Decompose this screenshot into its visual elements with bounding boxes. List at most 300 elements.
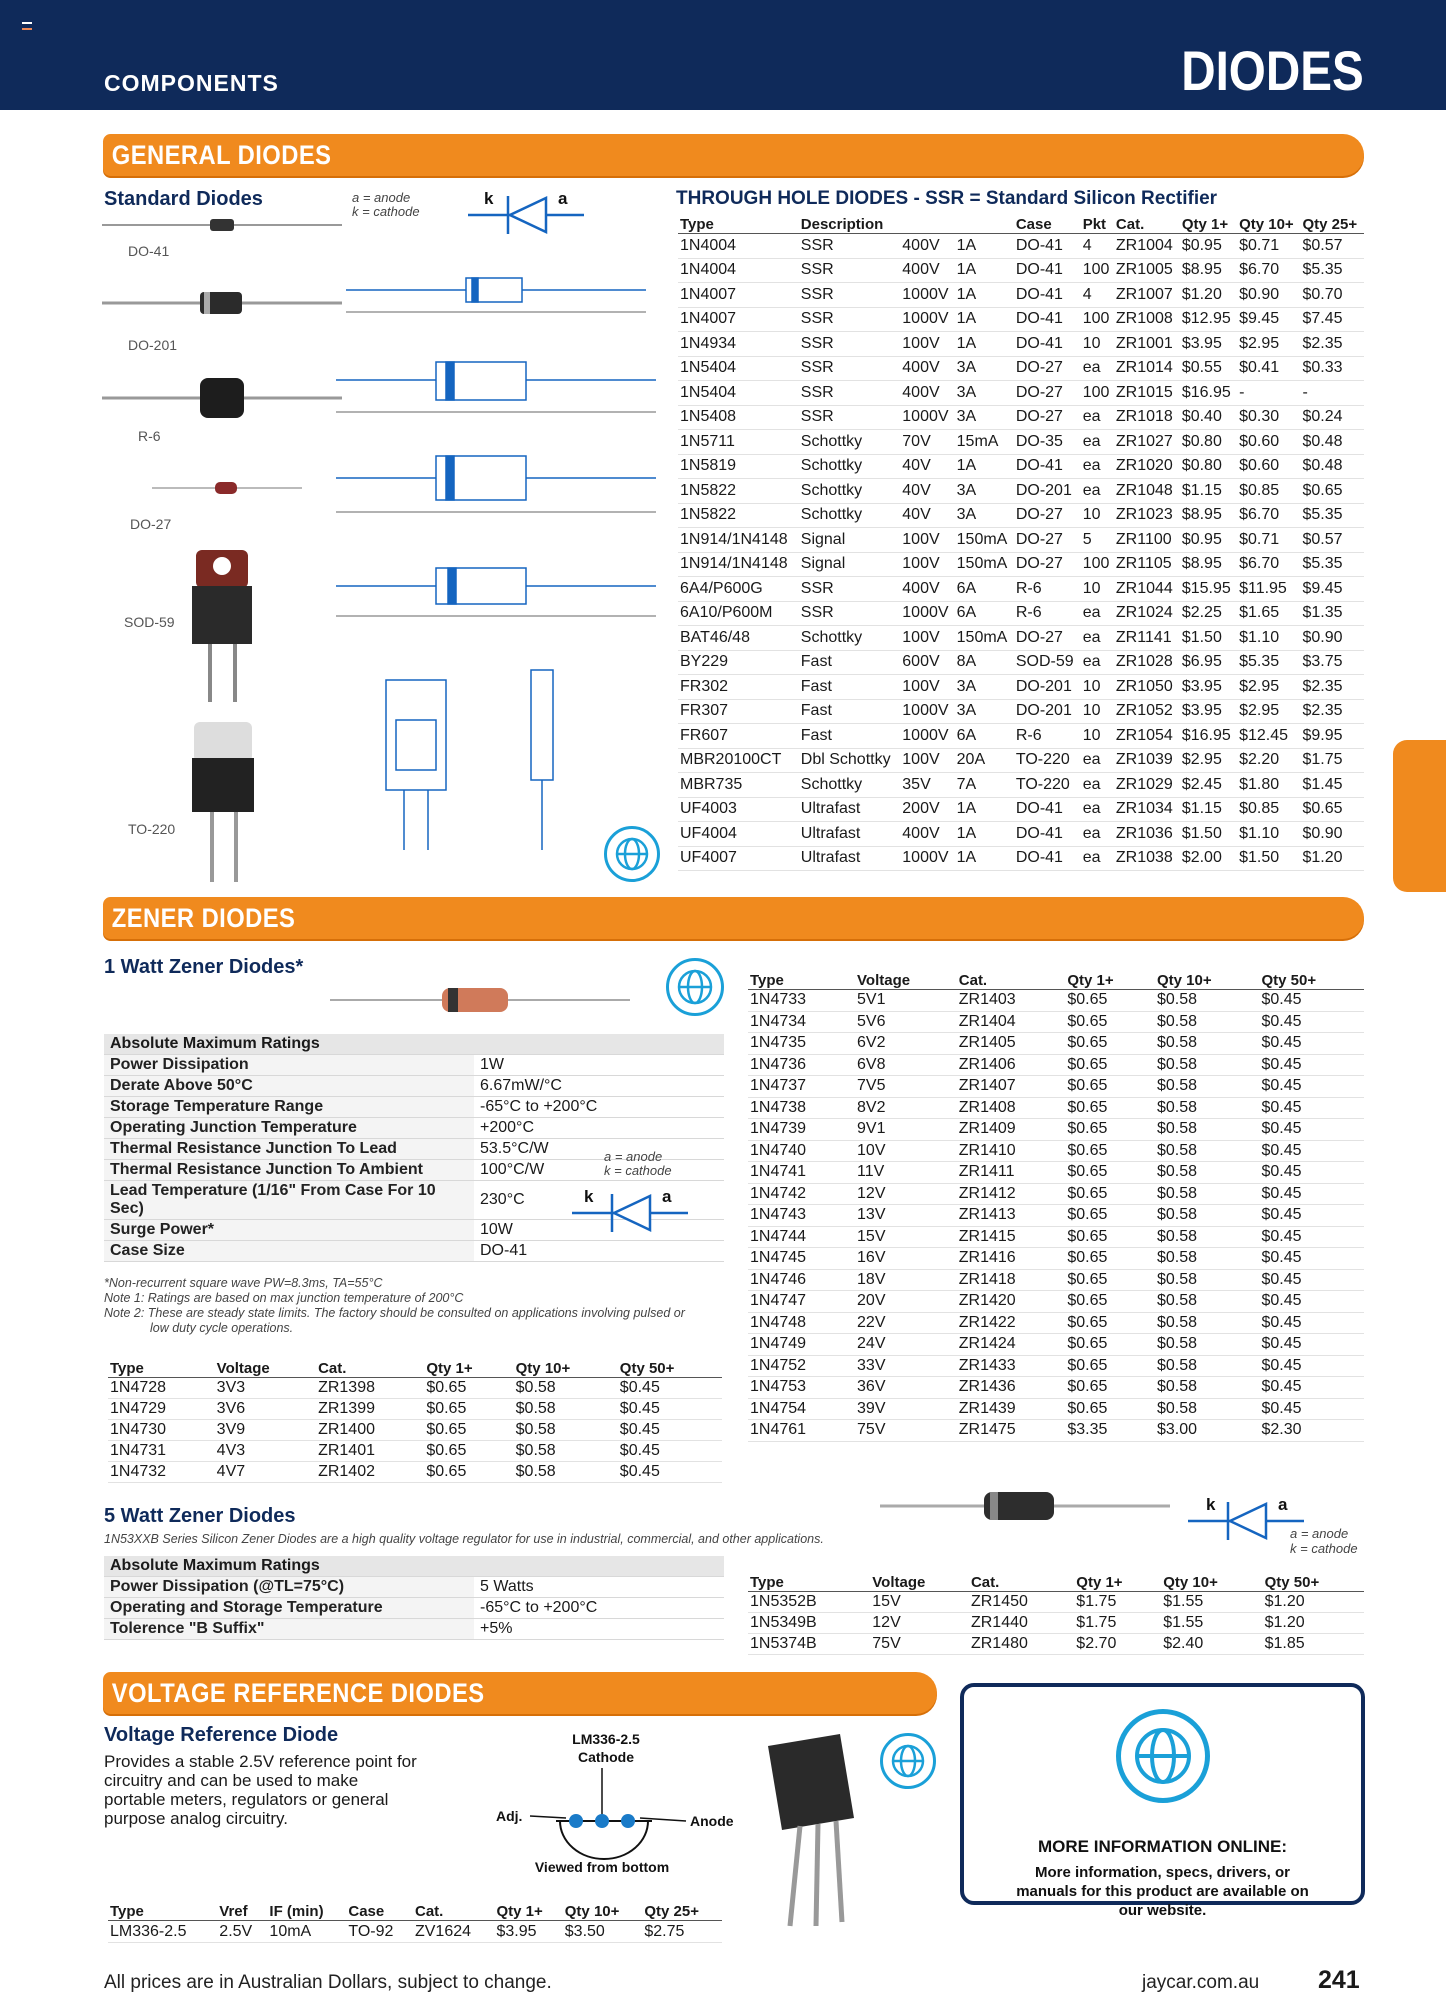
table-row: [748, 1119, 1364, 1141]
globe-icon[interactable]: [880, 1733, 936, 1789]
table-row: [748, 1312, 1364, 1334]
table-cell: 15V: [855, 1226, 957, 1248]
table-cell: 1N5404: [678, 356, 799, 381]
table-cell: $3.75: [1301, 650, 1365, 675]
table-cell: 1A: [955, 258, 1014, 283]
table-row: [108, 1441, 722, 1462]
table-cell: $0.65: [1301, 797, 1365, 822]
to92-photo: [760, 1726, 860, 1931]
column-header: Case: [1014, 216, 1081, 234]
table-cell: $16.95: [1180, 381, 1237, 406]
table-cell: 1A: [955, 797, 1014, 822]
table-cell: 1N4732: [108, 1462, 215, 1483]
table-cell: ea: [1081, 405, 1114, 430]
table-cell: 8A: [955, 650, 1014, 675]
table-cell: $0.90: [1301, 822, 1365, 847]
table-row: [678, 699, 1364, 724]
table-cell: 3V3: [215, 1378, 316, 1399]
table-cell: $0.71: [1237, 234, 1300, 259]
table-cell: 75V: [870, 1634, 969, 1655]
table-cell: ZR1401: [316, 1441, 424, 1462]
table-cell: 100: [1081, 307, 1114, 332]
table-cell: 100V: [900, 332, 954, 357]
column-header: Qty 10+: [1237, 216, 1300, 234]
table-cell: ZR1023: [1114, 503, 1180, 528]
table-cell: 1A: [955, 846, 1014, 871]
table-cell: $0.58: [1155, 1269, 1260, 1291]
table-cell: 10: [1081, 577, 1114, 602]
table-cell: $0.45: [618, 1420, 722, 1441]
ratings-row: [104, 1097, 724, 1118]
table-cell: DO-35: [1014, 430, 1081, 455]
table-cell: 100V: [900, 528, 954, 553]
table-cell: 1000V: [900, 283, 954, 308]
table-cell: 5V1: [855, 990, 957, 1012]
rating-value: -65°C to +200°C: [474, 1097, 724, 1118]
table-cell: 1000V: [900, 699, 954, 724]
table-cell: $0.57: [1301, 528, 1365, 553]
diode-symbol-icon: [466, 190, 586, 240]
table-cell: $0.30: [1237, 405, 1300, 430]
table-row: [678, 234, 1364, 259]
column-header: Qty 1+: [495, 1903, 563, 1921]
table-cell: $0.58: [1155, 1011, 1260, 1033]
table-cell: $0.33: [1301, 356, 1365, 381]
table-cell: 100V: [900, 552, 954, 577]
table-cell: 40V: [900, 454, 954, 479]
table-cell: 1N4747: [748, 1291, 855, 1313]
table-cell: $0.65: [1065, 1119, 1155, 1141]
table-cell: $0.90: [1237, 283, 1300, 308]
table-cell: 40V: [900, 503, 954, 528]
table-cell: $2.35: [1301, 699, 1365, 724]
table-cell: ZR1034: [1114, 797, 1180, 822]
table-cell: 1N4733: [748, 990, 855, 1012]
table-cell: 1A: [955, 332, 1014, 357]
rating-value: 1W: [474, 1055, 724, 1076]
table-cell: 1000V: [900, 405, 954, 430]
table-cell: $5.35: [1237, 650, 1300, 675]
table-cell: $0.90: [1301, 626, 1365, 651]
table-cell: $0.45: [1259, 1312, 1364, 1334]
table-cell: SSR: [799, 381, 901, 406]
page-title: DIODES: [1181, 39, 1364, 102]
table-cell: $0.65: [424, 1399, 513, 1420]
table-cell: 1N4004: [678, 258, 799, 283]
table-cell: 1N4740: [748, 1140, 855, 1162]
table-cell: ZR1439: [957, 1398, 1066, 1420]
table-row: [678, 381, 1364, 406]
table-cell: 2.5V: [217, 1921, 267, 1943]
table-cell: 1N4731: [108, 1441, 215, 1462]
table-cell: $2.95: [1237, 699, 1300, 724]
table-cell: $1.45: [1301, 773, 1365, 798]
table-cell: Fast: [799, 724, 901, 749]
rating-name: Operating Junction Temperature: [104, 1118, 474, 1139]
rating-value: 5 Watts: [474, 1577, 724, 1598]
table-cell: 3A: [955, 405, 1014, 430]
side-tab[interactable]: [1393, 740, 1446, 892]
table-cell: $3.00: [1155, 1420, 1260, 1442]
table-cell: 1000V: [900, 724, 954, 749]
table-cell: ZR1413: [957, 1205, 1066, 1227]
column-header: Vref: [217, 1903, 267, 1921]
table-cell: Signal: [799, 552, 901, 577]
table-cell: 4V3: [215, 1441, 316, 1462]
column-header: Cat.: [413, 1903, 495, 1921]
table-cell: $2.75: [642, 1921, 722, 1943]
table-cell: SSR: [799, 258, 901, 283]
table-row: [748, 1291, 1364, 1313]
table-cell: ZR1100: [1114, 528, 1180, 553]
rating-value: +200°C: [474, 1118, 724, 1139]
table-cell: 20A: [955, 748, 1014, 773]
table-cell: ZR1141: [1114, 626, 1180, 651]
table-cell: ZV1624: [413, 1921, 495, 1943]
table-cell: 36V: [855, 1377, 957, 1399]
table-cell: $3.95: [1180, 332, 1237, 357]
table-cell: UF4003: [678, 797, 799, 822]
table-cell: 1N4743: [748, 1205, 855, 1227]
rating-value: 53.5°C/W: [474, 1139, 724, 1160]
table-cell: 1000V: [900, 601, 954, 626]
table-cell: ea: [1081, 797, 1114, 822]
table-cell: $9.45: [1237, 307, 1300, 332]
vref-table: [108, 1903, 722, 1943]
table-cell: LM336-2.5: [108, 1921, 217, 1943]
table-cell: ZR1416: [957, 1248, 1066, 1270]
svg-text:k: k: [484, 190, 494, 208]
table-cell: $1.20: [1180, 283, 1237, 308]
table-row: [678, 724, 1364, 749]
info-title: MORE INFORMATION ONLINE:: [1038, 1837, 1287, 1856]
column-header: Cat.: [316, 1360, 424, 1378]
table-cell: $0.45: [618, 1378, 722, 1399]
table-cell: DO-41: [1014, 283, 1081, 308]
column-header: Pkt: [1081, 216, 1114, 234]
table-cell: DO-41: [1014, 307, 1081, 332]
table-cell: DO-27: [1014, 552, 1081, 577]
table-cell: ZR1007: [1114, 283, 1180, 308]
table-cell: DO-27: [1014, 381, 1081, 406]
column-header: Qty 25+: [642, 1903, 722, 1921]
table-cell: UF4007: [678, 846, 799, 871]
table-cell: 1N4734: [748, 1011, 855, 1033]
table-cell: $0.65: [1065, 1291, 1155, 1313]
table-cell: ZR1027: [1114, 430, 1180, 455]
table-cell: 100: [1081, 258, 1114, 283]
svg-text:a: a: [558, 190, 568, 208]
table-cell: $0.65: [1065, 990, 1155, 1012]
table-cell: SSR: [799, 577, 901, 602]
table-cell: $1.20: [1263, 1592, 1364, 1613]
table-cell: ZR1024: [1114, 601, 1180, 626]
ratings-row: [104, 1577, 724, 1598]
table-cell: 4V7: [215, 1462, 316, 1483]
table-cell: $0.45: [618, 1399, 722, 1420]
column-header: Qty 1+: [1065, 972, 1155, 990]
table-cell: 39V: [855, 1398, 957, 1420]
table-cell: $1.75: [1301, 748, 1365, 773]
table-cell: 6A: [955, 577, 1014, 602]
pin-legend: a = anode k = cathode: [352, 190, 420, 219]
table-row: [748, 1011, 1364, 1033]
column-header: Cat.: [969, 1574, 1074, 1592]
svg-text:a: a: [1278, 1496, 1288, 1514]
table-cell: ZR1410: [957, 1140, 1066, 1162]
table-cell: FR607: [678, 724, 799, 749]
table-cell: 1A: [955, 283, 1014, 308]
table-cell: $0.48: [1301, 430, 1365, 455]
table-cell: 1N4741: [748, 1162, 855, 1184]
table-header-row: [108, 1360, 722, 1378]
table-cell: UF4004: [678, 822, 799, 847]
table-cell: DO-201: [1014, 699, 1081, 724]
table-cell: DO-27: [1014, 405, 1081, 430]
table-row: [678, 258, 1364, 283]
table-cell: 1N4739: [748, 1119, 855, 1141]
table-row: [748, 1634, 1364, 1655]
column-header: Type: [748, 1574, 870, 1592]
table-cell: ea: [1081, 626, 1114, 651]
column-header: [955, 216, 1014, 234]
table-cell: $1.15: [1180, 479, 1237, 504]
globe-icon[interactable]: [604, 826, 660, 882]
table-cell: $2.70: [1074, 1634, 1161, 1655]
table-cell: $0.58: [1155, 990, 1260, 1012]
globe-icon[interactable]: [1116, 1709, 1210, 1803]
rating-name: Storage Temperature Range: [104, 1097, 474, 1118]
table-row: [678, 332, 1364, 357]
table-row: [748, 1398, 1364, 1420]
table-cell: DO-201: [1014, 675, 1081, 700]
table-cell: 10: [1081, 332, 1114, 357]
table-cell: 3A: [955, 356, 1014, 381]
svg-text:LM336-2.5: LM336-2.5: [572, 1731, 640, 1747]
table-cell: $0.85: [1237, 479, 1300, 504]
table-cell: $0.58: [514, 1420, 618, 1441]
table-cell: Fast: [799, 650, 901, 675]
table-cell: 1N5404: [678, 381, 799, 406]
table-cell: 12V: [870, 1613, 969, 1634]
svg-text:Cathode: Cathode: [578, 1749, 634, 1765]
table-cell: ZR1475: [957, 1420, 1066, 1442]
table-cell: 10V: [855, 1140, 957, 1162]
table-cell: 1N4736: [748, 1054, 855, 1076]
table-cell: $0.95: [1180, 234, 1237, 259]
column-header: [900, 216, 954, 234]
table-cell: $1.50: [1180, 822, 1237, 847]
table-cell: ZR1398: [316, 1378, 424, 1399]
table-cell: 3A: [955, 479, 1014, 504]
table-cell: $0.58: [514, 1399, 618, 1420]
table-cell: $0.45: [618, 1462, 722, 1483]
globe-icon[interactable]: [666, 958, 724, 1016]
table-cell: 10: [1081, 699, 1114, 724]
table-row: [678, 430, 1364, 455]
table-cell: $2.35: [1301, 675, 1365, 700]
table-row: [748, 1377, 1364, 1399]
table-cell: 12V: [855, 1183, 957, 1205]
table-cell: ZR1048: [1114, 479, 1180, 504]
column-header: Type: [748, 972, 855, 990]
table-cell: $1.15: [1180, 797, 1237, 822]
table-cell: ZR1050: [1114, 675, 1180, 700]
table-cell: 1N4745: [748, 1248, 855, 1270]
table-cell: $0.65: [424, 1462, 513, 1483]
table-cell: $8.95: [1180, 552, 1237, 577]
table-cell: ZR1424: [957, 1334, 1066, 1356]
table-cell: $3.95: [495, 1921, 563, 1943]
ratings-header-cell: Absolute Maximum Ratings: [104, 1556, 724, 1577]
table-cell: $0.80: [1180, 454, 1237, 479]
table-cell: ZR1406: [957, 1054, 1066, 1076]
zener1-title: 1 Watt Zener Diodes*: [104, 956, 304, 978]
table-cell: Fast: [799, 699, 901, 724]
table-header-row: [108, 1903, 722, 1921]
table-cell: $2.95: [1237, 675, 1300, 700]
table-cell: ZR1036: [1114, 822, 1180, 847]
table-row: [108, 1921, 722, 1943]
table-cell: ea: [1081, 773, 1114, 798]
table-cell: R-6: [1014, 601, 1081, 626]
table-row: [748, 1248, 1364, 1270]
table-cell: 100: [1081, 552, 1114, 577]
table-row: [678, 846, 1364, 871]
table-cell: 400V: [900, 577, 954, 602]
table-cell: BY229: [678, 650, 799, 675]
svg-text:Viewed from bottom: Viewed from bottom: [534, 1859, 670, 1875]
table-cell: DO-41: [1014, 454, 1081, 479]
column-header: Qty 25+: [1301, 216, 1365, 234]
table-cell: ZR1020: [1114, 454, 1180, 479]
table-cell: 7V5: [855, 1076, 957, 1098]
zener-diode-photo: [330, 978, 630, 1022]
table-cell: $12.95: [1180, 307, 1237, 332]
table-cell: 100V: [900, 675, 954, 700]
table-cell: ea: [1081, 748, 1114, 773]
table-cell: 1N4754: [748, 1398, 855, 1420]
table-cell: ZR1044: [1114, 577, 1180, 602]
table-row: [748, 1592, 1364, 1613]
table-cell: $3.35: [1065, 1420, 1155, 1442]
table-cell: $1.75: [1074, 1592, 1161, 1613]
table-row: [678, 773, 1364, 798]
table-cell: 6V8: [855, 1054, 957, 1076]
table-cell: -: [1301, 381, 1365, 406]
table-cell: SSR: [799, 283, 901, 308]
table-cell: $0.57: [1301, 234, 1365, 259]
section-band-vref: VOLTAGE REFERENCE DIODES: [103, 1672, 937, 1714]
column-header: Cat.: [957, 972, 1066, 990]
table-cell: $2.45: [1180, 773, 1237, 798]
table-cell: 1N5352B: [748, 1592, 870, 1613]
table-cell: 7A: [955, 773, 1014, 798]
table-cell: ZR1405: [957, 1033, 1066, 1055]
table-cell: $0.65: [1065, 1140, 1155, 1162]
table-cell: 6A: [955, 601, 1014, 626]
table-cell: $0.58: [1155, 1076, 1260, 1098]
table-cell: ea: [1081, 356, 1114, 381]
table-cell: 20V: [855, 1291, 957, 1313]
table-cell: $0.80: [1180, 430, 1237, 455]
table-cell: $9.95: [1301, 724, 1365, 749]
table-row: [678, 577, 1364, 602]
table-cell: $0.58: [1155, 1226, 1260, 1248]
logo-mark: [22, 22, 32, 30]
table-cell: $0.70: [1301, 283, 1365, 308]
table-cell: 13V: [855, 1205, 957, 1227]
table-cell: $6.95: [1180, 650, 1237, 675]
table-cell: $0.65: [1065, 1033, 1155, 1055]
through-hole-table: [678, 216, 1364, 871]
table-cell: ZR1415: [957, 1226, 1066, 1248]
table-row: [748, 1054, 1364, 1076]
table-cell: TO-220: [1014, 748, 1081, 773]
table-cell: SOD-59: [1014, 650, 1081, 675]
table-cell: 600V: [900, 650, 954, 675]
table-header-row: [748, 1574, 1364, 1592]
table-cell: $0.65: [424, 1441, 513, 1462]
table-cell: ZR1480: [969, 1634, 1074, 1655]
table-cell: 16V: [855, 1248, 957, 1270]
column-header: Qty 1+: [1074, 1574, 1161, 1592]
column-header: Qty 1+: [1180, 216, 1237, 234]
table-row: [748, 1613, 1364, 1634]
table-cell: $1.65: [1237, 601, 1300, 626]
table-cell: SSR: [799, 405, 901, 430]
table-cell: $0.65: [1065, 1377, 1155, 1399]
table-cell: $0.45: [1259, 1226, 1364, 1248]
table-cell: 1N5822: [678, 479, 799, 504]
rating-name: Tolerence "B Suffix": [104, 1619, 474, 1640]
table-cell: SSR: [799, 356, 901, 381]
table-cell: $2.35: [1301, 332, 1365, 357]
table-cell: 1N4753: [748, 1377, 855, 1399]
ratings-row: [104, 1076, 724, 1097]
table-row: [678, 356, 1364, 381]
table-cell: $6.70: [1237, 552, 1300, 577]
zener1-notes: *Non-recurrent square wave PW=8.3ms, TA=55°C Note 1: Ratings are based on max junction temperature of 200°C Note 2: These are steady state limits. The factory should be consulted on applications involving pulsed or low duty cycle operations.: [104, 1276, 685, 1335]
table-cell: $0.40: [1180, 405, 1237, 430]
table-cell: 15mA: [955, 430, 1014, 455]
table-cell: $1.55: [1161, 1613, 1262, 1634]
table-cell: $0.65: [1065, 1269, 1155, 1291]
table-cell: $0.58: [1155, 1162, 1260, 1184]
table-cell: $0.45: [1259, 1291, 1364, 1313]
zener1-table-right: [748, 972, 1364, 1442]
table-cell: 400V: [900, 234, 954, 259]
table-cell: 3V9: [215, 1420, 316, 1441]
section-band-general: GENERAL DIODES: [103, 134, 1364, 176]
table-cell: Ultrafast: [799, 822, 901, 847]
footer-website[interactable]: jaycar.com.au: [1142, 1972, 1260, 1993]
table-cell: $0.58: [1155, 1334, 1260, 1356]
column-header: Type: [108, 1360, 215, 1378]
svg-text:a: a: [662, 1188, 672, 1206]
table-cell: $8.95: [1180, 503, 1237, 528]
table-cell: $0.48: [1301, 454, 1365, 479]
table-cell: DO-41: [1014, 797, 1081, 822]
table-cell: $1.20: [1263, 1613, 1364, 1634]
table-cell: ZR1422: [957, 1312, 1066, 1334]
table-cell: 150mA: [955, 528, 1014, 553]
table-cell: $0.58: [1155, 1097, 1260, 1119]
column-header: Voltage: [855, 972, 957, 990]
table-cell: 1N4735: [748, 1033, 855, 1055]
table-cell: $0.45: [1259, 1054, 1364, 1076]
table-cell: $0.65: [1065, 1334, 1155, 1356]
